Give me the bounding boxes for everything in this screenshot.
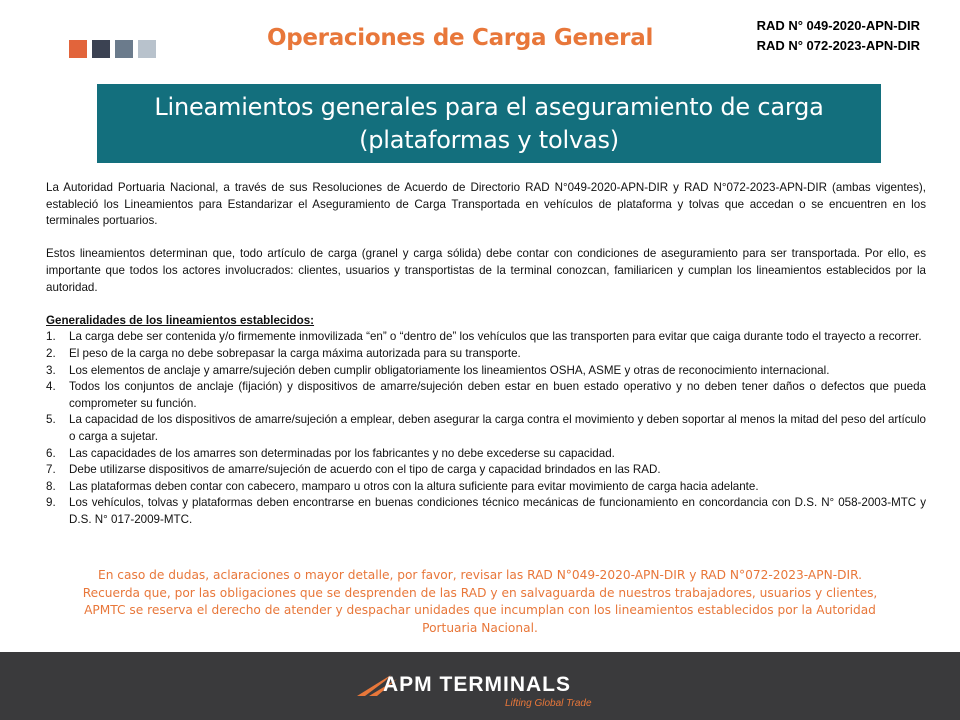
notice-line-1: En caso de dudas, aclaraciones o mayor detalle, por favor, revisar las RAD N°049-2020-APN-DIR y RAD N°072-2023-APN-DIR. (98, 568, 862, 582)
list-item-text: La carga debe ser contenida y/o firmemente inmovilizada “en” o “dentro de” los vehículos que las transporten para evitar que caiga durante todo el trayecto a recorrer. (69, 330, 922, 344)
list-item (46, 379, 926, 412)
list-item-text: Los elementos de anclaje y amarre/sujeción deben cumplir obligatoriamente los lineamientos OSHA, ASME y otras de reconocimiento internacional. (69, 363, 830, 377)
list-item-text: El peso de la carga no debe sobrepasar la carga máxima autorizada para su transporte. (69, 346, 521, 360)
footer-bar (0, 652, 960, 720)
list-item-number: 3. (46, 363, 56, 377)
logo-tagline: Lifting Global Trade (505, 698, 592, 709)
brand-square-2 (92, 40, 110, 58)
list-item (46, 446, 926, 463)
notice-line-2: Recuerda que, por las obligaciones que se desprenden de las RAD y en salvaguarda de nuestros trabajadores, usuarios y clientes, (82, 585, 878, 600)
main-content (46, 180, 926, 528)
generalities-list (46, 329, 926, 528)
list-item (46, 363, 926, 380)
list-item (46, 479, 926, 496)
rad-references (757, 16, 920, 56)
brand-squares (69, 40, 156, 58)
list-item-number: 6. (46, 446, 56, 460)
notice-line-4: Portuaria Nacional. (422, 620, 538, 635)
list-item-text: Las capacidades de los amarres son determinadas por los fabricantes y no debe excederse su capacidad. (69, 446, 615, 460)
brand-square-1 (69, 40, 87, 58)
rad-reference-1: RAD N° 049-2020-APN-DIR (756, 18, 920, 33)
list-item (46, 462, 926, 479)
list-item-number: 1. (46, 330, 56, 344)
page-title: Operaciones de Carga General (266, 25, 654, 51)
list-item-number: 9. (46, 496, 56, 510)
list-item-number: 5. (46, 413, 56, 427)
list-item-text: Los vehículos, tolvas y plataformas deben encontrarse en buenas condiciones técnico mecánicas de funcionamiento en concordancia con D.S. N° 058-2003-MTC y D.S. N° 017-2009-MTC. (69, 496, 926, 526)
list-item (46, 329, 926, 346)
list-item-number: 7. (46, 463, 56, 477)
list-item-number: 8. (46, 479, 56, 493)
list-item-number: 4. (46, 380, 56, 394)
apm-terminals-logo (355, 672, 630, 712)
brand-square-4 (138, 40, 156, 58)
list-item (46, 346, 926, 363)
list-item-text: Las plataformas deben contar con cabecero, mamparo u otros con la altura suficiente para evitar movimiento de carga hacia adelante. (69, 479, 759, 493)
list-item-text: Todos los conjuntos de anclaje (fijación) y dispositivos de amarre/sujeción deben estar en buen estado operativo y no deben tener daños o defectos que pueda comprometer su función. (69, 380, 926, 410)
intro-paragraph-2: Estos lineamientos determinan que, todo artículo de carga (granel y carga sólida) debe contar con condiciones de aseguramiento para ser transportada. Por ello, es importante que todos los actores involucrados: clientes, usuarios y transportistas de la terminal conozcan, familiaricen y cumplan los lineamientos establecidos por la autoridad. (46, 247, 926, 294)
intro-paragraph-1: La Autoridad Portuaria Nacional, a través de sus Resoluciones de Acuerdo de Directorio RAD N°049-2020-APN-DIR y RAD N°072-2023-APN-DIR (ambas vigentes), estableció los Lineamientos para Estandarizar el Aseguramiento de Carga Transportada en vehículos de plataforma y tolvas que accedan o se encuentren en los terminales portuarios. (46, 181, 926, 228)
generalities-heading: Generalidades de los lineamientos establecidos: (46, 313, 315, 327)
list-item (46, 412, 926, 445)
list-item-text: Debe utilizarse dispositivos de amarre/sujeción de acuerdo con el tipo de carga y capacidad brindados en las RAD. (69, 463, 661, 477)
list-item-text: La capacidad de los dispositivos de amarre/sujeción a emplear, deben asegurar la carga contra el movimiento y deben soportar al menos la mitad del peso del artículo o carga a sujetar. (69, 413, 926, 443)
notice-line-3: APMTC se reserva el derecho de atender y despachar unidades que incumplan con los lineamientos establecidos por la Autoridad (84, 603, 876, 617)
banner-line-2: (plataformas y tolvas) (359, 125, 619, 154)
rad-reference-2: RAD N° 072-2023-APN-DIR (756, 38, 920, 53)
title-banner (97, 84, 881, 163)
logo-wordmark: APM TERMINALS (383, 673, 571, 696)
brand-square-3 (115, 40, 133, 58)
banner-line-1: Lineamientos generales para el aseguramiento de carga (154, 92, 824, 121)
list-item (46, 495, 926, 528)
notice-text (40, 567, 920, 637)
list-item-number: 2. (46, 346, 56, 360)
